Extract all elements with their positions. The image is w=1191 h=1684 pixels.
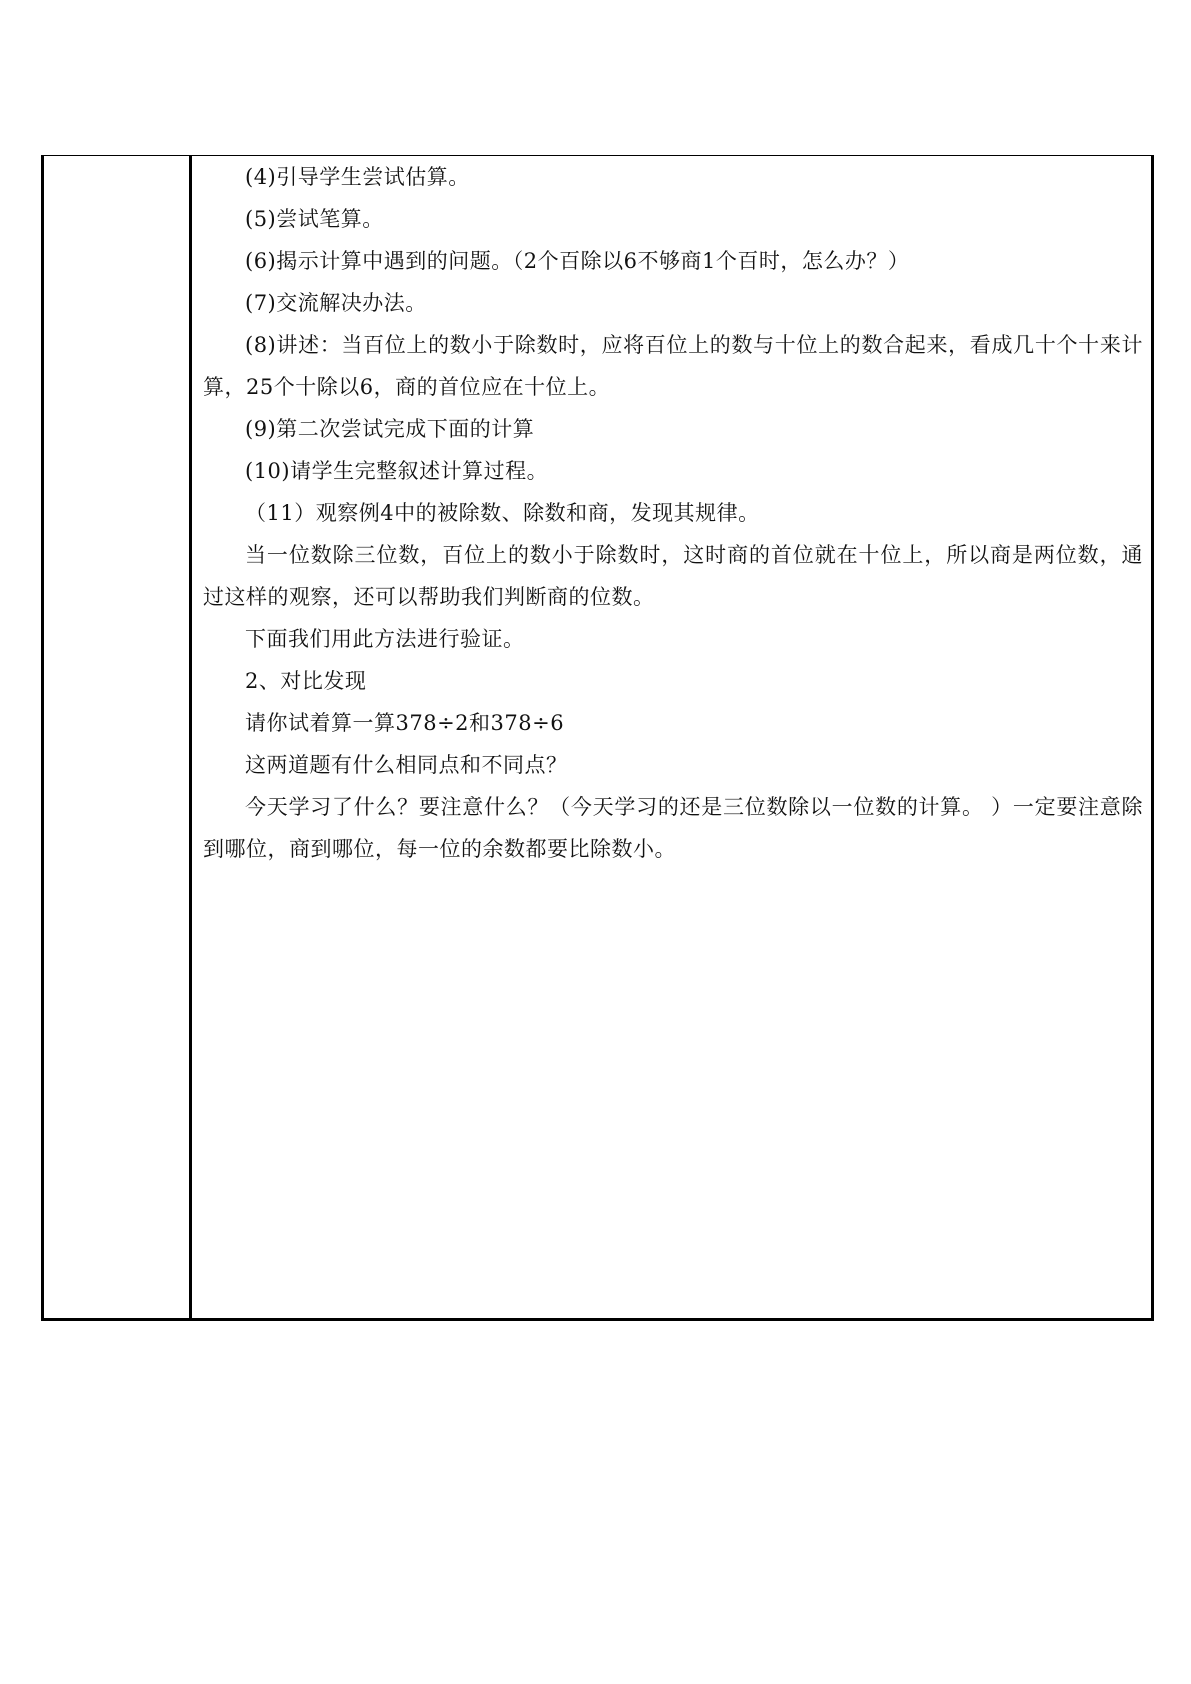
paragraph-verify: 下面我们用此方法进行验证。: [245, 627, 525, 651]
paragraph-step-4: (4)引导学生尝试估算。: [245, 165, 470, 189]
paragraph-step-9: (9)第二次尝试完成下面的计算: [245, 417, 535, 441]
table-left-cell: [44, 156, 192, 1318]
paragraph-step-8: (8)讲述：当百位上的数小于除数时，应将百位上的数与十位上的数合起来，看成几十个十来计算，25个十除以6，商的首位应在十位上。: [203, 333, 1143, 399]
paragraph-step-7: (7)交流解决办法。: [245, 291, 427, 315]
section-heading-compare: 2、对比发现: [245, 669, 367, 693]
paragraph-step-5: (5)尝试笔算。: [245, 207, 384, 231]
paragraph-rule-summary: 当一位数除三位数，百位上的数小于除数时，这时商的首位就在十位上，所以商是两位数，通过这样的观察，还可以帮助我们判断商的位数。: [203, 543, 1143, 609]
lesson-table: [41, 155, 1154, 1321]
paragraph-question: 这两道题有什么相同点和不同点？: [245, 753, 568, 777]
paragraph-step-10: (10)请学生完整叙述计算过程。: [245, 459, 549, 483]
paragraph-step-11: （11）观察例4中的被除数、除数和商，发现其规律。: [245, 501, 760, 525]
paragraph-step-6: (6)揭示计算中遇到的问题。（2个百除以6不够商1个百时，怎么办？）: [245, 249, 910, 273]
paragraph-conclusion: 今天学习了什么？要注意什么？（今天学习的还是三位数除以一位数的计算。 ）一定要注意除到哪位，商到哪位，每一位的余数都要比除数小。: [203, 795, 1143, 861]
table-content-cell: [195, 156, 1151, 1318]
paragraph-exercise: 请你试着算一算378÷2和378÷6: [245, 711, 565, 735]
